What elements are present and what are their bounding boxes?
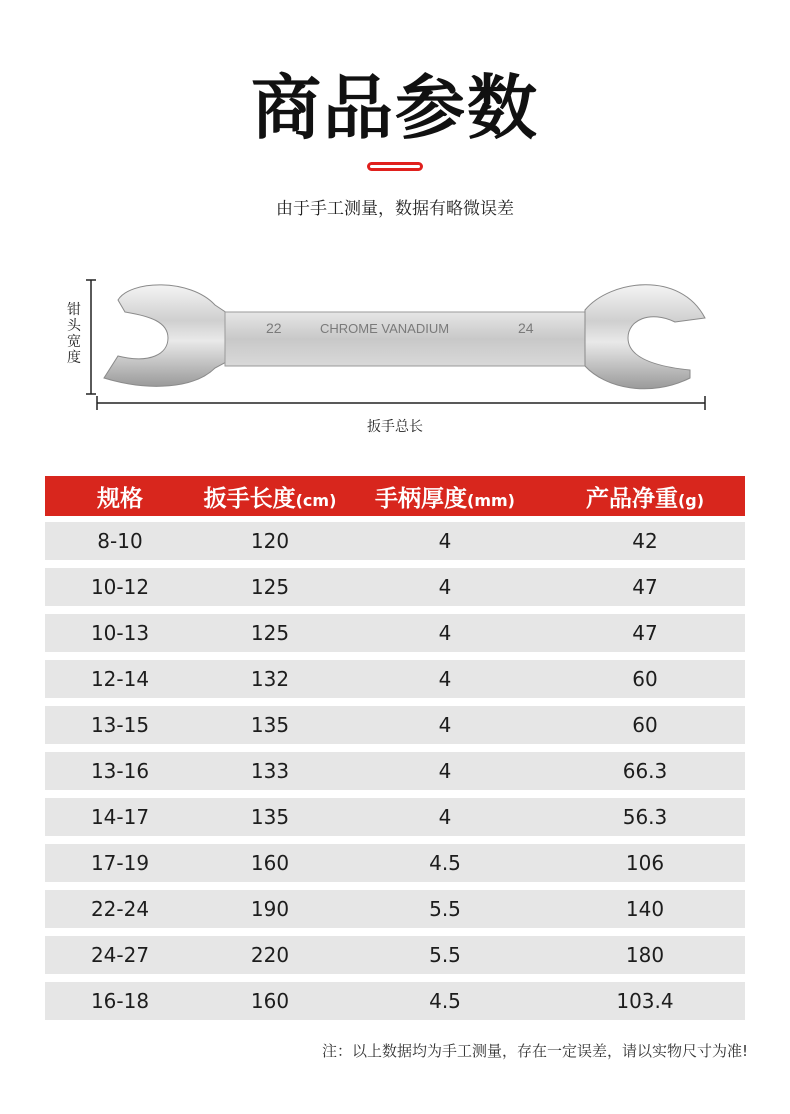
wrench-right-size: 24 [518, 320, 534, 336]
cell-thickness: 4 [438, 621, 452, 645]
cell-spec: 13-15 [90, 713, 150, 737]
cell-length: 133 [250, 759, 290, 783]
cell-spec: 13-16 [90, 759, 150, 783]
cell-spec: 17-19 [90, 851, 150, 875]
table-header [45, 476, 745, 516]
cell-spec: 10-12 [90, 575, 150, 599]
table-row [45, 890, 745, 928]
cell-spec: 16-18 [90, 989, 150, 1013]
cell-weight: 60 [632, 713, 658, 737]
wrench-left-head [104, 285, 230, 386]
cell-weight: 180 [625, 943, 665, 967]
cell-thickness: 4 [438, 805, 452, 829]
wrench-diagram [0, 260, 790, 440]
table-row [45, 752, 745, 790]
cell-spec: 22-24 [90, 897, 150, 921]
header-weight: 产品净重(g) [585, 485, 705, 512]
cell-thickness: 4.5 [429, 989, 461, 1013]
cell-length: 160 [250, 989, 290, 1013]
cell-thickness: 5.5 [429, 897, 461, 921]
cell-thickness: 4 [438, 667, 452, 691]
cell-length: 135 [250, 805, 290, 829]
table-row [45, 660, 745, 698]
header-length: 扳手长度(cm) [203, 485, 337, 512]
cell-spec: 12-14 [90, 667, 150, 691]
cell-thickness: 4 [438, 575, 452, 599]
table-row [45, 568, 745, 606]
spec-table [45, 476, 745, 1020]
cell-thickness: 4 [438, 529, 452, 553]
cell-length: 135 [250, 713, 290, 737]
cell-weight: 42 [632, 529, 658, 553]
header-spec: 规格 [97, 485, 143, 512]
cell-weight: 60 [632, 667, 658, 691]
cell-length: 132 [250, 667, 290, 691]
cell-length: 120 [250, 529, 290, 553]
cell-thickness: 4 [438, 713, 452, 737]
cell-weight: 103.4 [616, 989, 674, 1013]
footer-note: 注：以上数据均为手工测量，存在一定误差，请以实物尺寸为准! [321, 1042, 748, 1060]
cell-spec: 24-27 [90, 943, 150, 967]
cell-length: 160 [250, 851, 290, 875]
cell-weight: 106 [625, 851, 665, 875]
wrench-right-head [585, 285, 705, 389]
cell-thickness: 4.5 [429, 851, 461, 875]
table-row [45, 936, 745, 974]
cell-spec: 8-10 [97, 529, 143, 553]
cell-weight: 66.3 [622, 759, 668, 783]
header-thickness: 手柄厚度(mm) [375, 485, 515, 512]
cell-length: 125 [250, 575, 290, 599]
page-title: 商品参数 [251, 67, 539, 149]
wrench-engraving: CHROME VANADIUM [320, 321, 450, 336]
table-row [45, 706, 745, 744]
cell-thickness: 4 [438, 759, 452, 783]
cell-length: 190 [250, 897, 290, 921]
cell-length: 220 [250, 943, 290, 967]
cell-weight: 56.3 [622, 805, 668, 829]
cell-weight: 47 [632, 621, 658, 645]
cell-weight: 47 [632, 575, 658, 599]
cell-length: 125 [250, 621, 290, 645]
cell-thickness: 5.5 [429, 943, 461, 967]
table-row [45, 844, 745, 882]
cell-weight: 140 [625, 897, 665, 921]
table-row [45, 614, 745, 652]
table-row [45, 982, 745, 1020]
wrench-left-size: 22 [266, 320, 282, 336]
table-body [45, 522, 745, 1020]
cell-spec: 10-13 [90, 621, 150, 645]
cell-spec: 14-17 [90, 805, 150, 829]
head-width-label: 钳头宽度 [67, 302, 81, 366]
title-accent-divider [367, 162, 423, 171]
total-length-label: 扳手总长 [367, 419, 423, 435]
page-subtitle: 由于手工测量，数据有略微误差 [276, 199, 514, 219]
table-row [45, 798, 745, 836]
table-row [45, 522, 745, 560]
